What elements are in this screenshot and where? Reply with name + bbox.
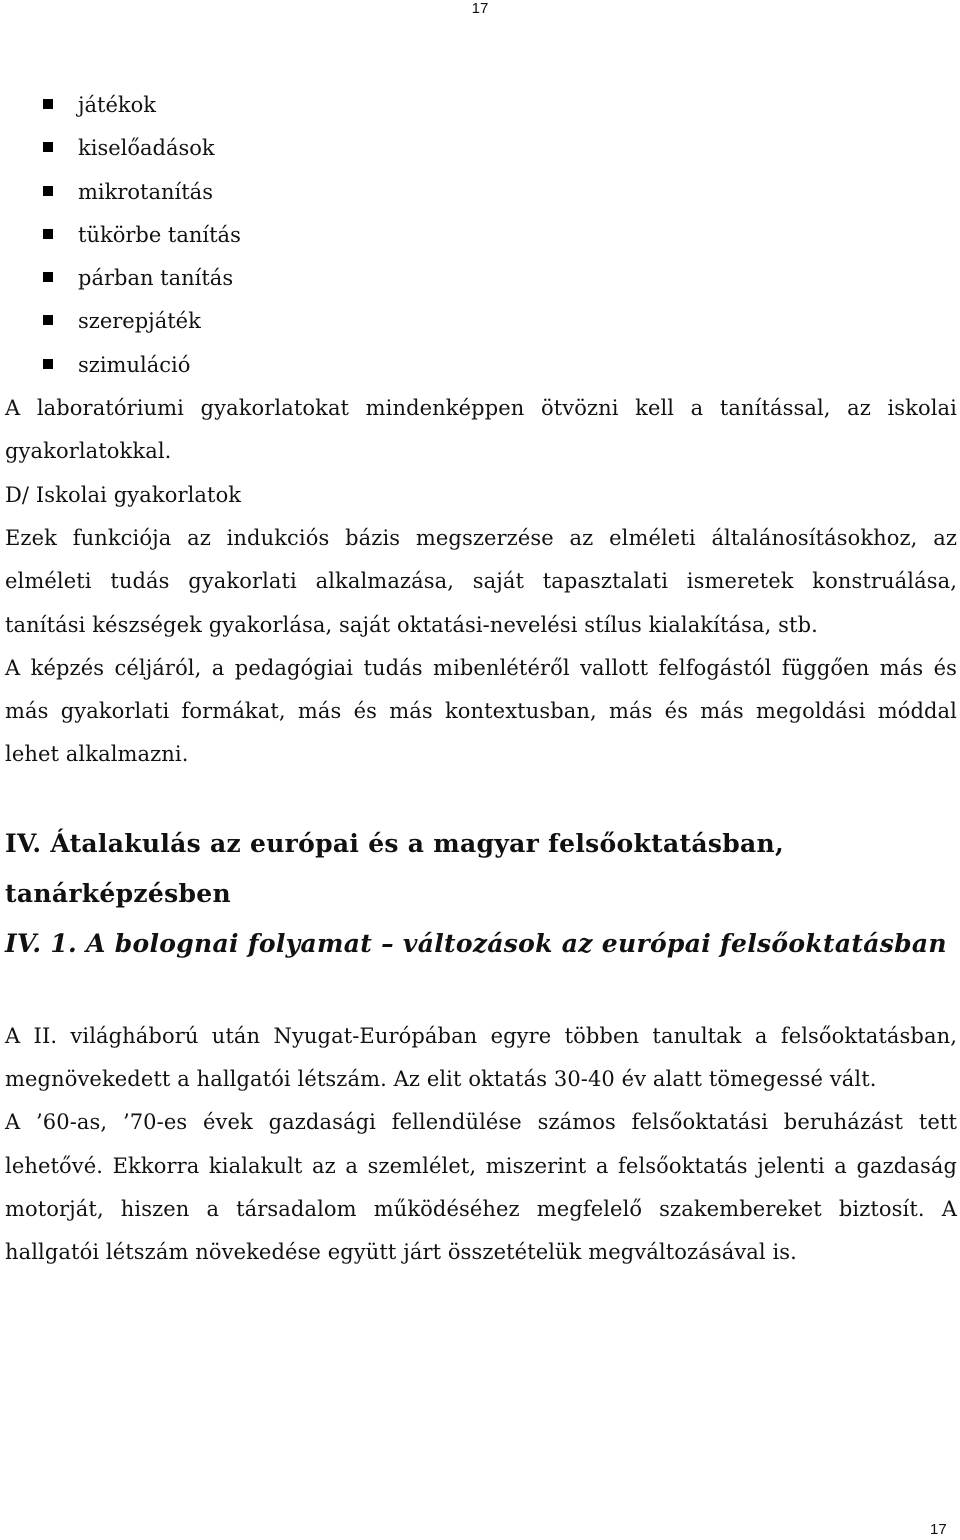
paragraph-laboratory: A laboratóriumi gyakorlatokat mindenképpen ötvözni kell a tanítással, az iskolai gyakorlatokkal.: [5, 396, 957, 464]
list-item-label: mikrotanítás: [78, 179, 213, 204]
list-item-label: szerepjáték: [78, 309, 201, 334]
list-item: [5, 300, 957, 343]
list-item-label: kiselőadások: [78, 136, 215, 161]
square-bullet-icon: [43, 99, 53, 109]
paragraph-subheading-school-practice: D/ Iskolai gyakorlatok: [5, 482, 242, 507]
square-bullet-icon: [43, 272, 53, 282]
paragraph-training-goal: A képzés céljáról, a pedagógiai tudás mibenlétéről vallott felfogástól függően más és más gyakorlati formákat, más és más kontextusban, más és más megoldási móddal lehet alkalmazni.: [5, 655, 957, 767]
square-bullet-icon: [43, 229, 53, 239]
square-bullet-icon: [43, 142, 53, 152]
spacer: [5, 969, 957, 1015]
list-item-label: párban tanítás: [78, 266, 234, 291]
list-item-label: tükörbe tanítás: [78, 222, 241, 247]
document-body: [5, 84, 957, 1275]
list-item: [5, 171, 957, 214]
list-item-label: játékok: [78, 93, 156, 117]
list-item-label: szimuláció: [78, 352, 191, 377]
list-item: [5, 344, 957, 387]
list-item: [5, 127, 957, 170]
spacer: [5, 777, 957, 819]
subsection-heading: IV. 1. A bolognai folyamat – változások az európai felsőoktatásban: [5, 928, 947, 958]
list-item: [5, 214, 957, 257]
list-item: [5, 84, 957, 127]
paragraph-economic-boom: A ’60-as, ’70-es évek gazdasági fellendülése számos felsőoktatási beruházást tett lehetővé. Ekkorra kialakult az a szemlélet, miszerint a felsőoktatás jelenti a gazdaság motorját, hiszen a társadalom működéséhez megfelelő szakembereket biztosít. A hallgatói létszám növekedése együtt járt összetételük megváltozásával is.: [5, 1110, 957, 1265]
square-bullet-icon: [43, 315, 53, 325]
bullet-list: [5, 84, 957, 387]
paragraph-postwar: A II. világháború után Nyugat-Európában egyre többen tanultak a felsőoktatásban, megnövekedett a hallgatói létszám. Az elit oktatás 30-40 év alatt tömegessé vált.: [5, 1023, 957, 1092]
page-number-bottom: 17: [930, 1521, 947, 1538]
list-item: [5, 257, 957, 300]
square-bullet-icon: [43, 359, 53, 369]
paragraph-function: Ezek funkciója az indukciós bázis megszerzése az elméleti általánosításokhoz, az elméleti tudás gyakorlati alkalmazása, saját tapasztalati ismeretek konstruálása, tanítási készségek gyakorlása, saját oktatási-nevelési stílus kialakítása, stb.: [5, 525, 957, 637]
square-bullet-icon: [43, 186, 53, 196]
page-number-top: 17: [471, 0, 489, 17]
section-heading: IV. Átalakulás az európai és a magyar felsőoktatásban, tanárképzésben: [5, 828, 784, 908]
